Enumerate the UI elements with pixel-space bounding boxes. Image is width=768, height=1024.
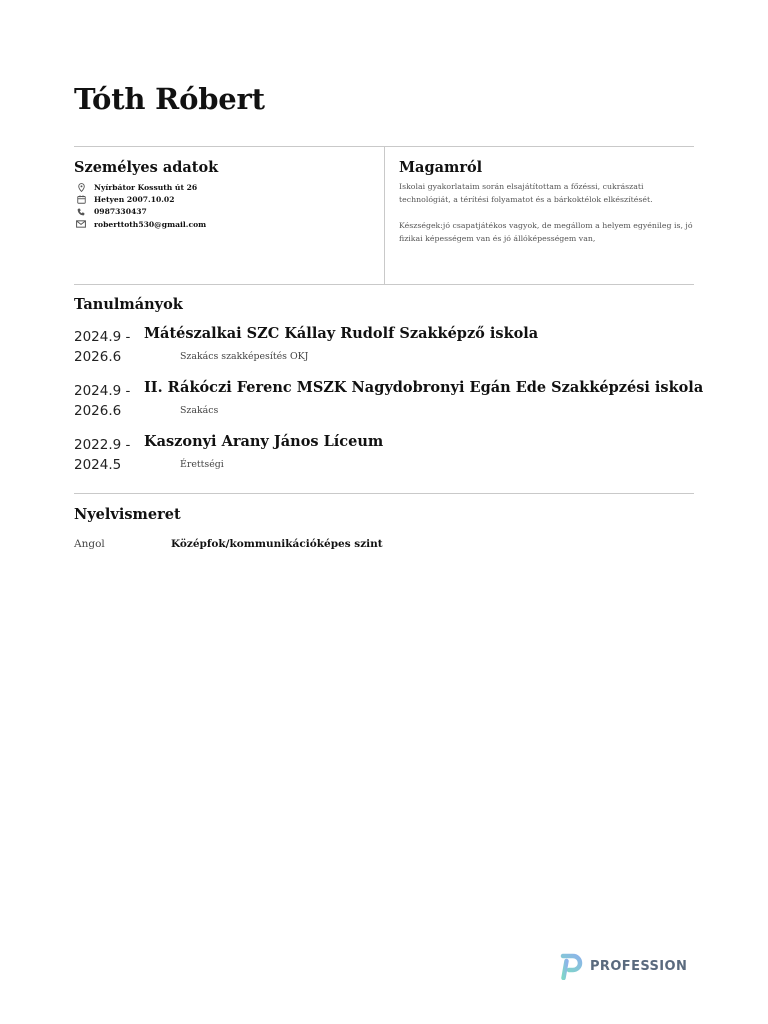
school-name: Mátészalkai SZC Kállay Rudolf Szakképző iskola	[144, 325, 539, 342]
school-name: Kaszonyi Arany János Líceum	[144, 433, 384, 450]
address-text: Nyírbátor Kossuth út 26	[94, 182, 198, 192]
contact-email	[74, 218, 206, 230]
school-name: II. Rákóczi Ferenc MSZK Nagydobronyi Egán Ede Szakképzési iskola	[144, 379, 704, 396]
candidate-name: Tóth Róbert	[74, 82, 265, 116]
location-pin-icon	[75, 183, 87, 192]
language-name: Angol	[74, 538, 105, 550]
profession-logo	[559, 952, 687, 980]
date-end: 2026.6	[74, 403, 122, 419]
languages-section-title: Nyelvismeret	[74, 506, 181, 523]
divider-languages	[74, 493, 694, 494]
language-level: Középfok/kommunikációképes szint	[171, 538, 383, 550]
phone-text: 0987330437	[94, 207, 147, 217]
divider-education	[74, 284, 694, 285]
logo-text: PROFESSION	[590, 958, 688, 974]
email-text: roberttoth530@gmail.com	[94, 219, 207, 229]
date-end: 2026.6	[74, 349, 122, 365]
education-entry	[74, 379, 704, 433]
about-paragraph-2: Készségek:jó csapatjátékos vagyok, de megállom a helyem egyénileg is, jó fizikai képességem van és jó állóképességem van,	[399, 221, 693, 243]
calendar-icon	[75, 195, 87, 204]
degree-name: Szakács	[180, 405, 219, 416]
profession-logo-icon	[559, 953, 585, 980]
degree-name: Érettségi	[180, 459, 224, 470]
education-date	[74, 435, 130, 475]
education-date	[74, 327, 130, 367]
education-section-title: Tanulmányok	[74, 296, 183, 313]
degree-name: Szakács szakképesítés OKJ	[180, 351, 309, 362]
date-start: 2024.9 -	[74, 383, 131, 399]
education-date	[74, 381, 130, 421]
date-start: 2024.9 -	[74, 329, 131, 345]
personal-section-title: Személyes adatok	[74, 159, 219, 176]
about-paragraph-1: Iskolai gyakorlataim során elsajátítottam a főzéssi, cukrászati technológiát, a térítési folyamatot és a bárkoktélok elkészítését.	[399, 182, 653, 204]
contact-birth	[74, 193, 206, 205]
date-start: 2022.9 -	[74, 437, 131, 453]
education-entry	[74, 327, 694, 379]
column-divider	[384, 147, 385, 284]
contact-list	[74, 181, 206, 231]
contact-address	[74, 181, 206, 193]
birth-text: Hetyen 2007.10.02	[94, 195, 175, 205]
envelope-icon	[75, 220, 87, 228]
education-entry	[74, 435, 694, 487]
about-section-title: Magamról	[399, 159, 483, 176]
phone-icon	[75, 208, 87, 216]
date-end: 2024.5	[74, 457, 122, 473]
contact-phone	[74, 206, 206, 218]
